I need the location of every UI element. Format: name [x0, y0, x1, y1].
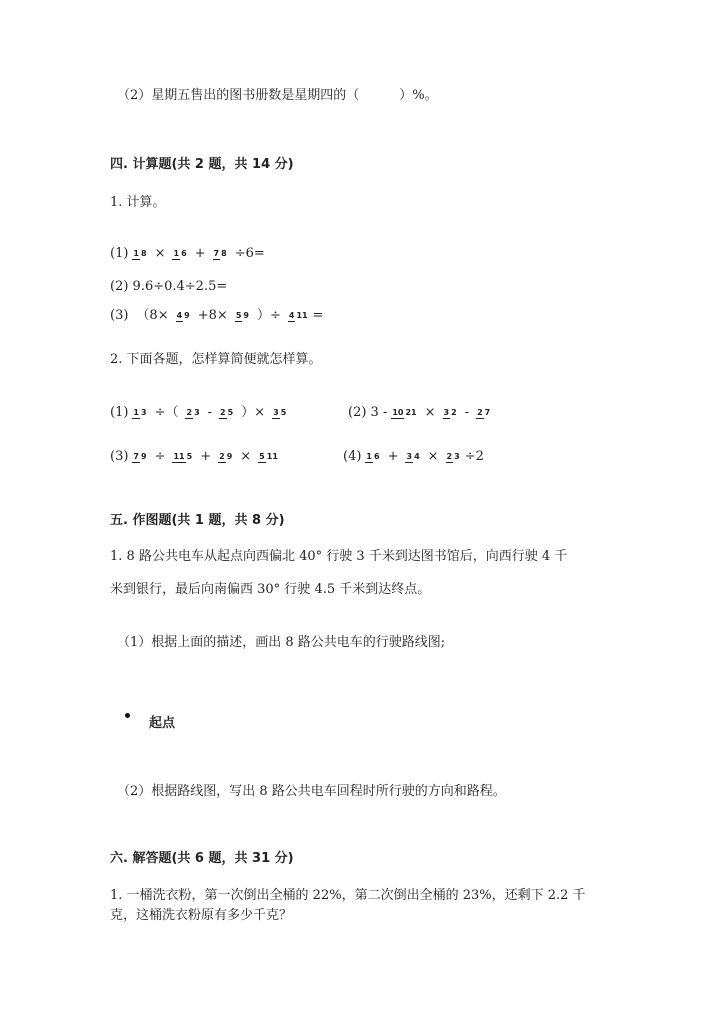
fraction: 3 2	[443, 407, 457, 417]
section-4-header: 四. 计算题(共 2 题，共 14 分)	[110, 157, 294, 172]
question-3-2	[117, 89, 438, 102]
fraction: 1 3	[133, 407, 147, 417]
problem-4-1-2: (2) 9.6÷0.4÷2.5=	[110, 279, 228, 294]
operator: ）×	[241, 405, 266, 420]
operator: ×	[154, 246, 166, 261]
question-text: ）%。	[399, 88, 438, 103]
operator: -	[207, 405, 213, 420]
operator: ×	[240, 449, 252, 464]
operator: +	[200, 449, 212, 464]
question-5-1-sub1: （1）根据上面的描述，画出 8 路公共电车的行驶路线图;	[117, 635, 446, 650]
operator: +	[194, 246, 206, 261]
problem-4-1-1	[110, 247, 268, 260]
problem-label: (1)	[110, 405, 129, 420]
question-4-2-title: 2. 下面各题，怎样算简便就怎样算。	[110, 352, 322, 367]
problem-4-1-3	[110, 309, 324, 322]
operator: ÷	[154, 449, 166, 464]
question-text: （2）星期五售出的图书册数是星期四的（	[117, 88, 360, 103]
fraction: 11 5	[173, 451, 193, 461]
section-6-header: 六. 解答题(共 6 题，共 31 分)	[110, 851, 294, 866]
fraction: 4 9	[176, 310, 190, 320]
operator: ）÷	[256, 308, 281, 323]
question-4-1-title: 1. 计算。	[110, 195, 166, 210]
operator: ÷6=	[234, 246, 265, 261]
fraction: 7 8	[213, 248, 227, 258]
problem-4-2-3	[110, 450, 283, 463]
start-point-marker	[125, 713, 130, 718]
fraction: 5 11	[259, 451, 278, 461]
fraction: 10 21	[392, 407, 417, 417]
operator: ×	[427, 449, 439, 464]
fraction: 1 6	[173, 248, 187, 258]
section-5-header: 五. 作图题(共 1 题，共 8 分)	[110, 513, 285, 528]
operator: +8×	[197, 308, 228, 323]
problem-4-2-1	[110, 406, 291, 419]
problem-label: (4)	[343, 449, 362, 464]
operator: （8×	[136, 308, 169, 323]
operator: ×	[424, 405, 436, 420]
problem-label: (2) 3 -	[348, 405, 388, 420]
fraction: 3 4	[406, 451, 420, 461]
operator: -	[464, 405, 470, 420]
fraction: 2 3	[186, 407, 200, 417]
problem-4-2-2	[348, 406, 495, 419]
fraction: 3 5	[273, 407, 287, 417]
fraction: 1 6	[366, 451, 380, 461]
fraction: 5 9	[235, 310, 249, 320]
question-5-1-sub2: （2）根据路线图，写出 8 路公共电车回程时所行驶的方向和路程。	[117, 784, 506, 799]
fraction: 2 5	[220, 407, 234, 417]
fraction: 7 9	[133, 451, 147, 461]
fraction: 2 9	[219, 451, 233, 461]
problem-4-2-4	[343, 450, 484, 463]
fraction: 1 8	[133, 248, 147, 258]
problem-label: (3)	[110, 449, 129, 464]
question-5-1-line2: 米到银行，最后向南偏西 30° 行驶 4.5 千米到达终点。	[110, 582, 431, 597]
operator: +	[387, 449, 399, 464]
question-5-1-line1: 1. 8 路公共电车从起点向西偏北 40° 行驶 3 千米到达图书馆后，向西行驶 4 千	[110, 549, 568, 564]
question-6-1-line1: 1. 一桶洗衣粉，第一次倒出全桶的 22%，第二次倒出全桶的 23%，还剩下 2.2 千	[110, 888, 586, 903]
start-point-label: 起点	[149, 716, 176, 731]
operator: ÷（	[154, 405, 179, 420]
operator: ÷2	[464, 449, 484, 464]
operator: =	[312, 308, 324, 323]
question-6-1-line2: 克，这桶洗衣粉原有多少千克？	[110, 908, 293, 923]
fraction: 4 11	[288, 310, 308, 320]
fraction: 2 7	[477, 407, 491, 417]
problem-label: (1)	[110, 246, 129, 261]
problem-label: (3)	[110, 308, 129, 323]
fraction: 2 3	[446, 451, 460, 461]
